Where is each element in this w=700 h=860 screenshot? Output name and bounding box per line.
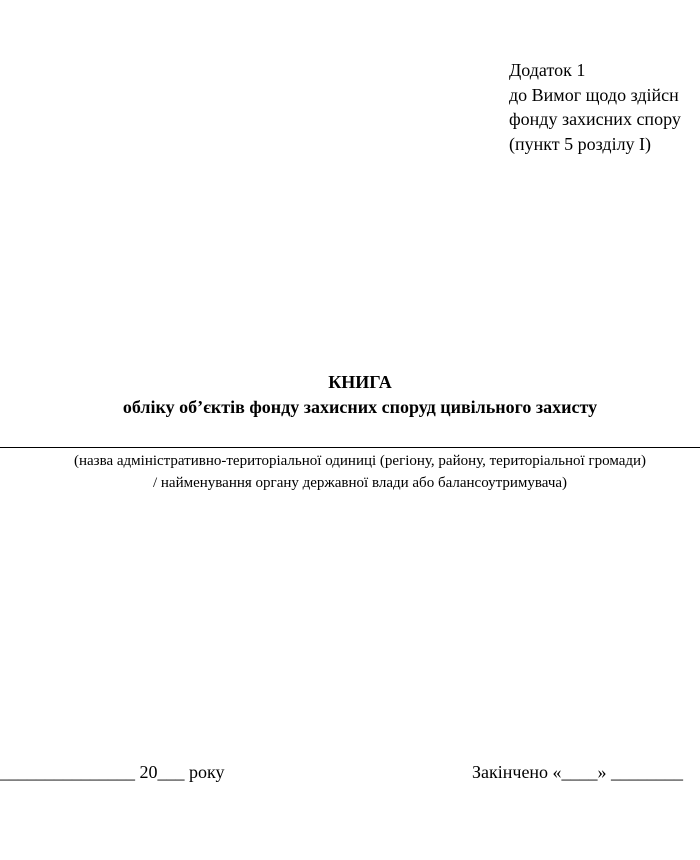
- end-date-field: Закінчено «____» ________: [472, 762, 684, 782]
- fill-in-caption: [0, 450, 700, 494]
- caption-line-1: (назва адміністративно-територіальної одиниці (регіону, району, територіальної громади): [73, 453, 647, 469]
- annex-line-3: фонду захисних спору: [509, 109, 681, 129]
- annex-line-4: (пункт 5 розділу I): [509, 133, 652, 154]
- book-title: КНИГА: [328, 372, 392, 392]
- annex-block: [509, 58, 681, 156]
- fill-in-line: [0, 447, 700, 448]
- annex-line-2: до Вимог щодо здійсн: [509, 84, 679, 105]
- annex-line-1: Додаток 1: [509, 60, 586, 80]
- title-block: [0, 370, 700, 420]
- book-subtitle: обліку об’єктів фонду захисних споруд цивільного захисту: [122, 397, 598, 417]
- caption-line-2: / найменування органу державної влади або балансоутримувача): [152, 475, 568, 491]
- start-date-field: _______________ 20___ року: [0, 762, 225, 782]
